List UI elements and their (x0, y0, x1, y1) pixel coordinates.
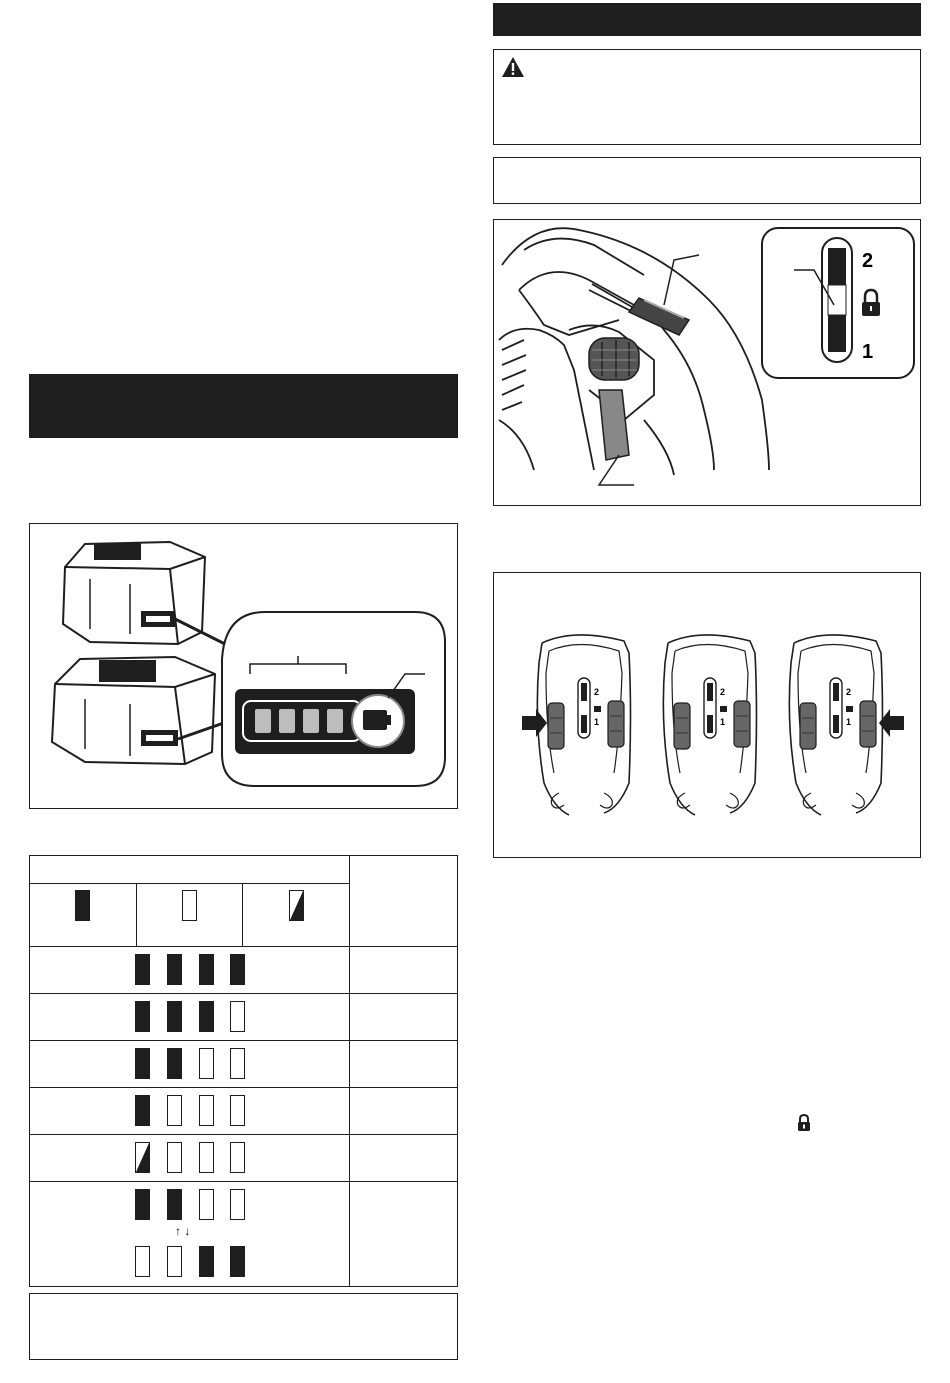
scale-label-1: 1 (594, 717, 600, 727)
warning-box (493, 49, 921, 145)
battery-indicator-figure (29, 523, 458, 809)
legend-on (30, 884, 137, 947)
remaining-capacity-cell (350, 1135, 458, 1182)
indicator-lamp (230, 1095, 245, 1126)
indicator-lamp (135, 954, 150, 985)
scale-label-1: 1 (720, 717, 726, 727)
remaining-capacity-cell (350, 1041, 458, 1088)
indicator-lamp (230, 1048, 245, 1079)
indicator-lamp (199, 1142, 214, 1173)
warning-triangle-icon (501, 56, 525, 78)
lock-button-left (548, 703, 564, 749)
indicator-lamp (199, 1001, 214, 1032)
scale-label-1: 1 (846, 717, 852, 727)
push-arrow-icon (522, 709, 547, 737)
table-header-lamps (30, 856, 350, 884)
indicator-lamp (230, 1142, 245, 1173)
lock-button-right (860, 701, 876, 747)
remaining-capacity-cell (350, 1088, 458, 1135)
legend-blinking (243, 884, 350, 947)
scale-label-2: 2 (720, 687, 726, 697)
scale-label-2: 2 (846, 687, 852, 697)
switch-actuation-figure (493, 572, 921, 858)
mode-switch-slider (629, 298, 689, 335)
indicator-lamp (167, 1246, 182, 1277)
switch-panel-2 (663, 635, 756, 815)
indicator-lamp (230, 954, 245, 985)
lock-button-right (734, 701, 750, 747)
indicator-lamp (167, 1001, 182, 1032)
battery-icon (363, 710, 391, 730)
lock-button-left (800, 703, 816, 749)
table-row (30, 947, 350, 994)
padlock-icon (796, 1114, 812, 1132)
indicator-lamp (199, 1095, 214, 1126)
indicator-lamp (135, 1001, 150, 1032)
trigger (599, 390, 629, 460)
section-heading-bar-left (29, 374, 458, 438)
indicator-lamp (167, 1142, 182, 1173)
switch-panel-3 (789, 635, 904, 815)
legend-off (136, 884, 243, 947)
note-box-right (493, 157, 921, 204)
note-box-left (29, 1293, 458, 1360)
lock-button-right (608, 701, 624, 747)
table-row (30, 1088, 350, 1135)
indicator-lamp (135, 1048, 150, 1079)
table-row (30, 1041, 350, 1088)
table-row (30, 994, 350, 1041)
scale-label-2: 2 (594, 687, 600, 697)
padlock-icon (594, 706, 601, 712)
indicator-lamp (199, 954, 214, 985)
table-row (30, 1182, 350, 1287)
remaining-capacity-cell (350, 1182, 458, 1287)
indicator-lamp (135, 1142, 150, 1173)
trigger-lock-wheel (589, 338, 639, 380)
indicator-lamp (167, 954, 182, 985)
battery-pack-bottom (52, 657, 215, 764)
indicator-lamp (230, 1001, 245, 1032)
section-heading-bar-right (493, 3, 921, 36)
scale-label-1: 1 (862, 341, 874, 363)
indicator-lamp (199, 1048, 214, 1079)
indicator-lamp (135, 1246, 150, 1277)
switch-figure (493, 219, 921, 506)
indicator-lamp (167, 1189, 182, 1220)
indicator-lamp (167, 1095, 182, 1126)
remaining-capacity-cell (350, 947, 458, 994)
battery-indicator-table (29, 855, 458, 1287)
switch-panel-1 (522, 635, 631, 815)
alternate-arrows: ↑ ↓ (175, 1224, 191, 1238)
table-row (30, 1135, 350, 1182)
battery-pack-top (63, 542, 205, 644)
indicator-lamp (199, 1246, 214, 1277)
indicator-lamp (135, 1095, 150, 1126)
lock-button-left (674, 703, 690, 749)
indicator-lamp (135, 1189, 150, 1220)
indicator-lamp (199, 1189, 214, 1220)
table-header-remaining (350, 856, 458, 947)
remaining-capacity-cell (350, 994, 458, 1041)
padlock-icon (720, 706, 727, 712)
indicator-lamp (230, 1189, 245, 1220)
indicator-lamp (230, 1246, 245, 1277)
scale-label-2: 2 (862, 250, 874, 272)
indicator-lamp (167, 1048, 182, 1079)
padlock-icon (846, 706, 853, 712)
